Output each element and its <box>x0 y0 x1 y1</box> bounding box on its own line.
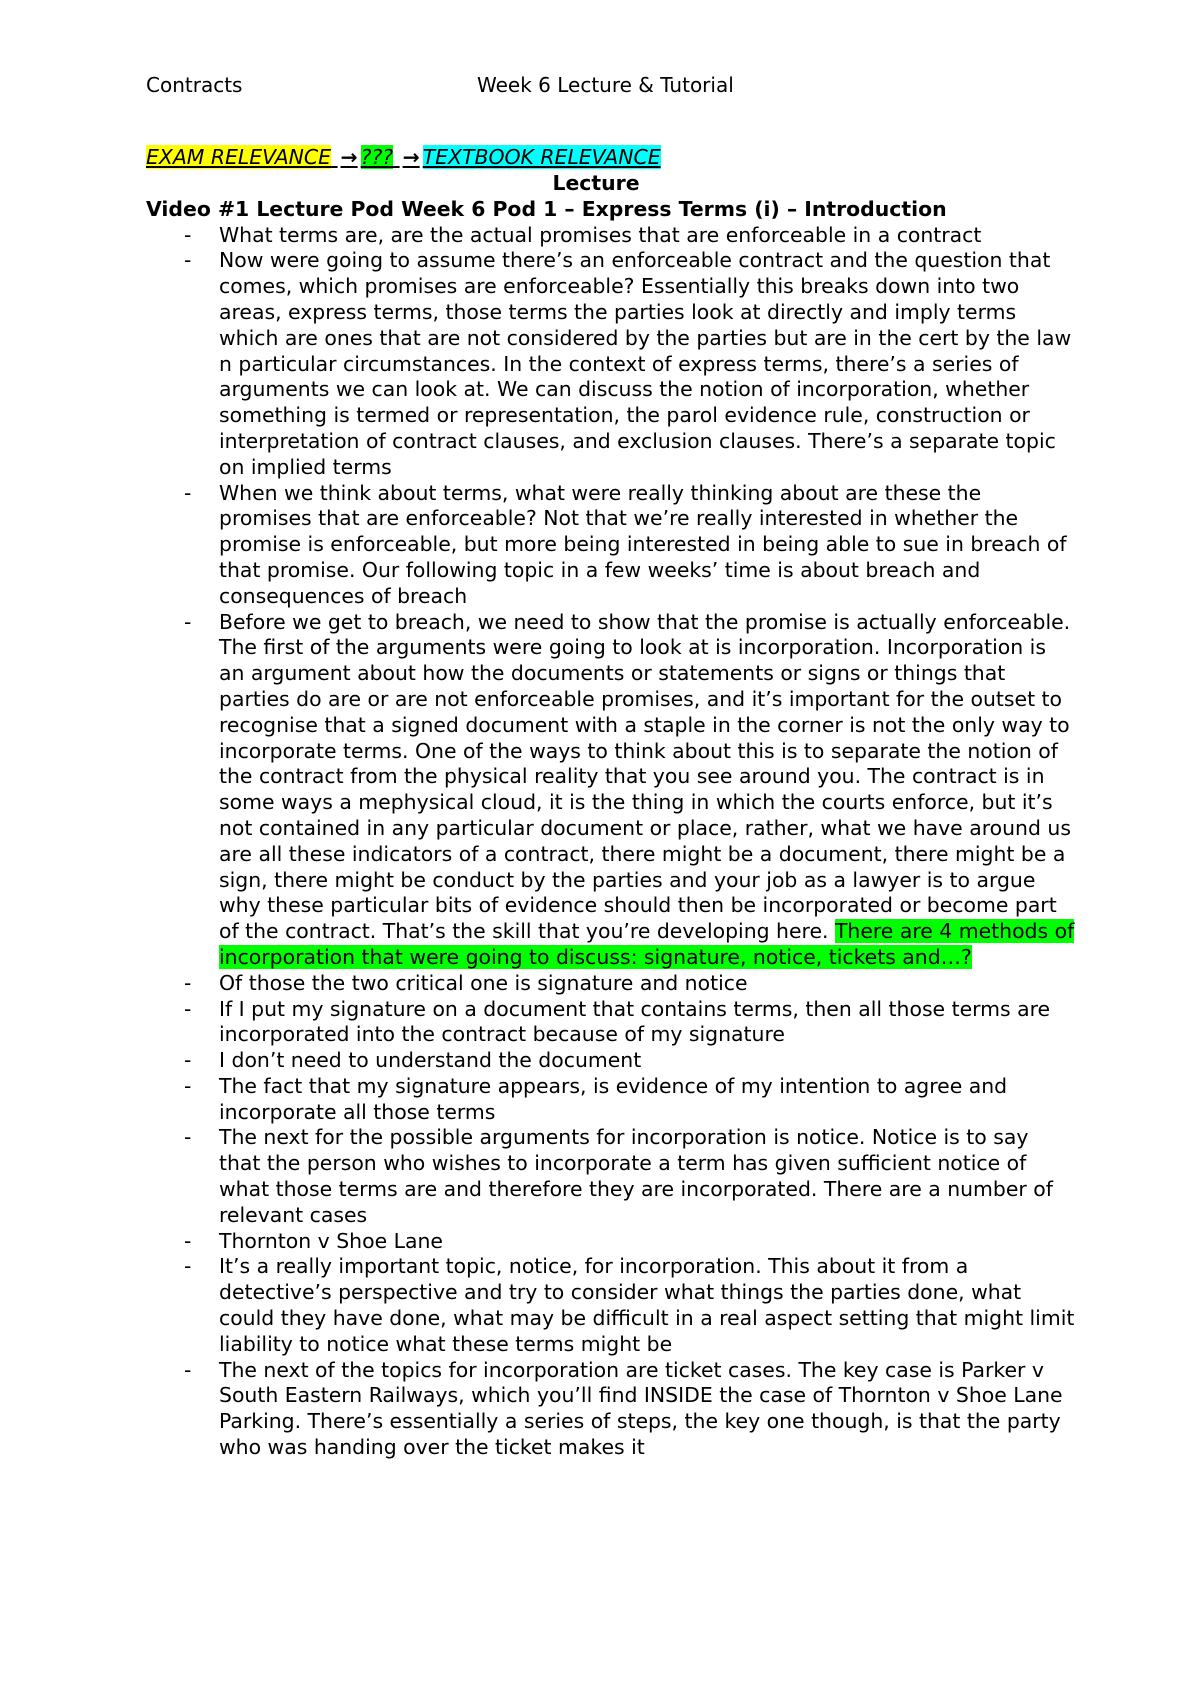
bullet-dash: - <box>184 1125 192 1150</box>
list-item <box>146 1048 1076 1074</box>
bullet-dash: - <box>184 1048 192 1073</box>
header-week-title: Week 6 Lecture & Tutorial <box>477 73 734 97</box>
relevance-legend <box>146 145 1076 171</box>
video-title: Video #1 Lecture Pod Week 6 Pod 1 – Express Terms (i) – Introduction <box>146 196 947 221</box>
list-item <box>146 971 1076 997</box>
bullet-dash: - <box>184 1357 192 1382</box>
list-item-text: If I put my signature on a document that contains terms, then all those terms are incorporated into the contract because of my signature <box>219 996 1051 1047</box>
list-item <box>146 481 1076 610</box>
arrow-icon: → <box>402 145 420 169</box>
list-item-text: The fact that my signature appears, is evidence of my intention to agree and incorporate all those terms <box>219 1073 1008 1124</box>
list-item <box>146 223 1076 249</box>
list-item-text: Now were going to assume there’s an enforceable contract and the question that comes, which promises are enforceable? Essentially this breaks down into two areas, express terms, those terms the parties look at directly and imply terms which are ones that are not considered by the parties but are in the cert by the law n particular circumstances. In the context of express terms, there’s a series of arguments we can look at. We can discuss the notion of incorporation, whether something is termed or representation, the parol evidence rule, construction or interpretation of contract clauses, and exclusion clauses. There’s a separate topic on implied terms <box>219 248 1072 479</box>
list-item-text: The next of the topics for incorporation are ticket cases. The key case is Parker v South Eastern Railways, which you’ll find INSIDE the case of Thornton v Shoe Lane Parking. There’s essentially a series of steps, the key one though, is that the party who was handing over the ticket makes it <box>219 1357 1063 1460</box>
bullet-dash: - <box>184 970 192 995</box>
header-course-name: Contracts <box>146 73 243 97</box>
list-item <box>146 1074 1076 1126</box>
arrow-icon: → <box>340 145 358 169</box>
bullet-dash: - <box>184 1254 192 1279</box>
list-item <box>146 610 1076 971</box>
list-item-text: Before we get to breach, we need to show that the promise is actually enforceable. The first of the arguments were going to look at is incorporation. Incorporation is an argument about how the documents or statements or signs or things that parties do are or are not enforceable promises, and it’s important for the outset to recognise that a signed document with a staple in the corner is not the only way to incorporate terms. One of the ways to think about this is to separate the notion of the contract from the physical reality that you see around you. The contract is in some ways a mephysical cloud, it is the thing in which the courts enforce, but it’s not contained in any particular document or place, rather, what we have around us are all these indicators of a contract, there might be a document, there might be a sign, there might be conduct by the parties and your job as a lawyer is to argue why these particular bits of evidence should then be incorporated or become part of the contract. That’s the skill that you’re developing here. <box>219 609 1071 944</box>
page-header <box>146 71 1060 99</box>
textbook-relevance-label: TEXTBOOK RELEVANCE <box>422 145 661 169</box>
bullet-dash: - <box>184 222 192 247</box>
list-item <box>146 1229 1076 1255</box>
document-body <box>146 145 1076 1461</box>
list-item <box>146 1254 1076 1357</box>
bullet-list <box>146 223 1076 1461</box>
bullet-dash: - <box>184 609 192 634</box>
unknown-relevance-label: ??? <box>360 145 394 169</box>
list-item <box>146 1125 1076 1228</box>
list-item <box>146 1358 1076 1461</box>
list-item-text: What terms are, are the actual promises that are enforceable in a contract <box>219 222 982 247</box>
list-item-text: The next for the possible arguments for incorporation is notice. Notice is to say that the person who wishes to incorporate a term has given sufficient notice of what those terms are and therefore they are incorporated. There are a number of relevant cases <box>219 1125 1053 1227</box>
list-item-text: When we think about terms, what were really thinking about are these the promises that are enforceable? Not that we’re really interested in whether the promise is enforceable, but more being interested in being able to sue in breach of that promise. Our following topic in a few weeks’ time is about breach and consequences of breach <box>219 480 1067 608</box>
exam-relevance-label: EXAM RELEVANCE <box>146 145 332 169</box>
list-item-text: Of those the two critical one is signature and notice <box>219 970 748 995</box>
bullet-dash: - <box>184 1073 192 1098</box>
section-title: Lecture <box>552 171 640 195</box>
list-item-text: I don’t need to understand the document <box>219 1048 642 1073</box>
bullet-dash: - <box>184 480 192 505</box>
bullet-dash: - <box>184 996 192 1021</box>
list-item-text: Thornton v Shoe Lane <box>219 1228 443 1253</box>
list-item <box>146 248 1076 480</box>
list-item <box>146 997 1076 1049</box>
highlighted-text: There are 4 methods of incorporation that were going to discuss: signature, notice, tickets and…? <box>219 919 1075 969</box>
bullet-dash: - <box>184 248 192 273</box>
bullet-dash: - <box>184 1228 192 1253</box>
list-item-text: It’s a really important topic, notice, for incorporation. This about it from a detective’s perspective and try to consider what things the parties done, what could they have done, what may be difficult in a real aspect setting that might limit liability to notice what these terms might be <box>219 1254 1075 1356</box>
